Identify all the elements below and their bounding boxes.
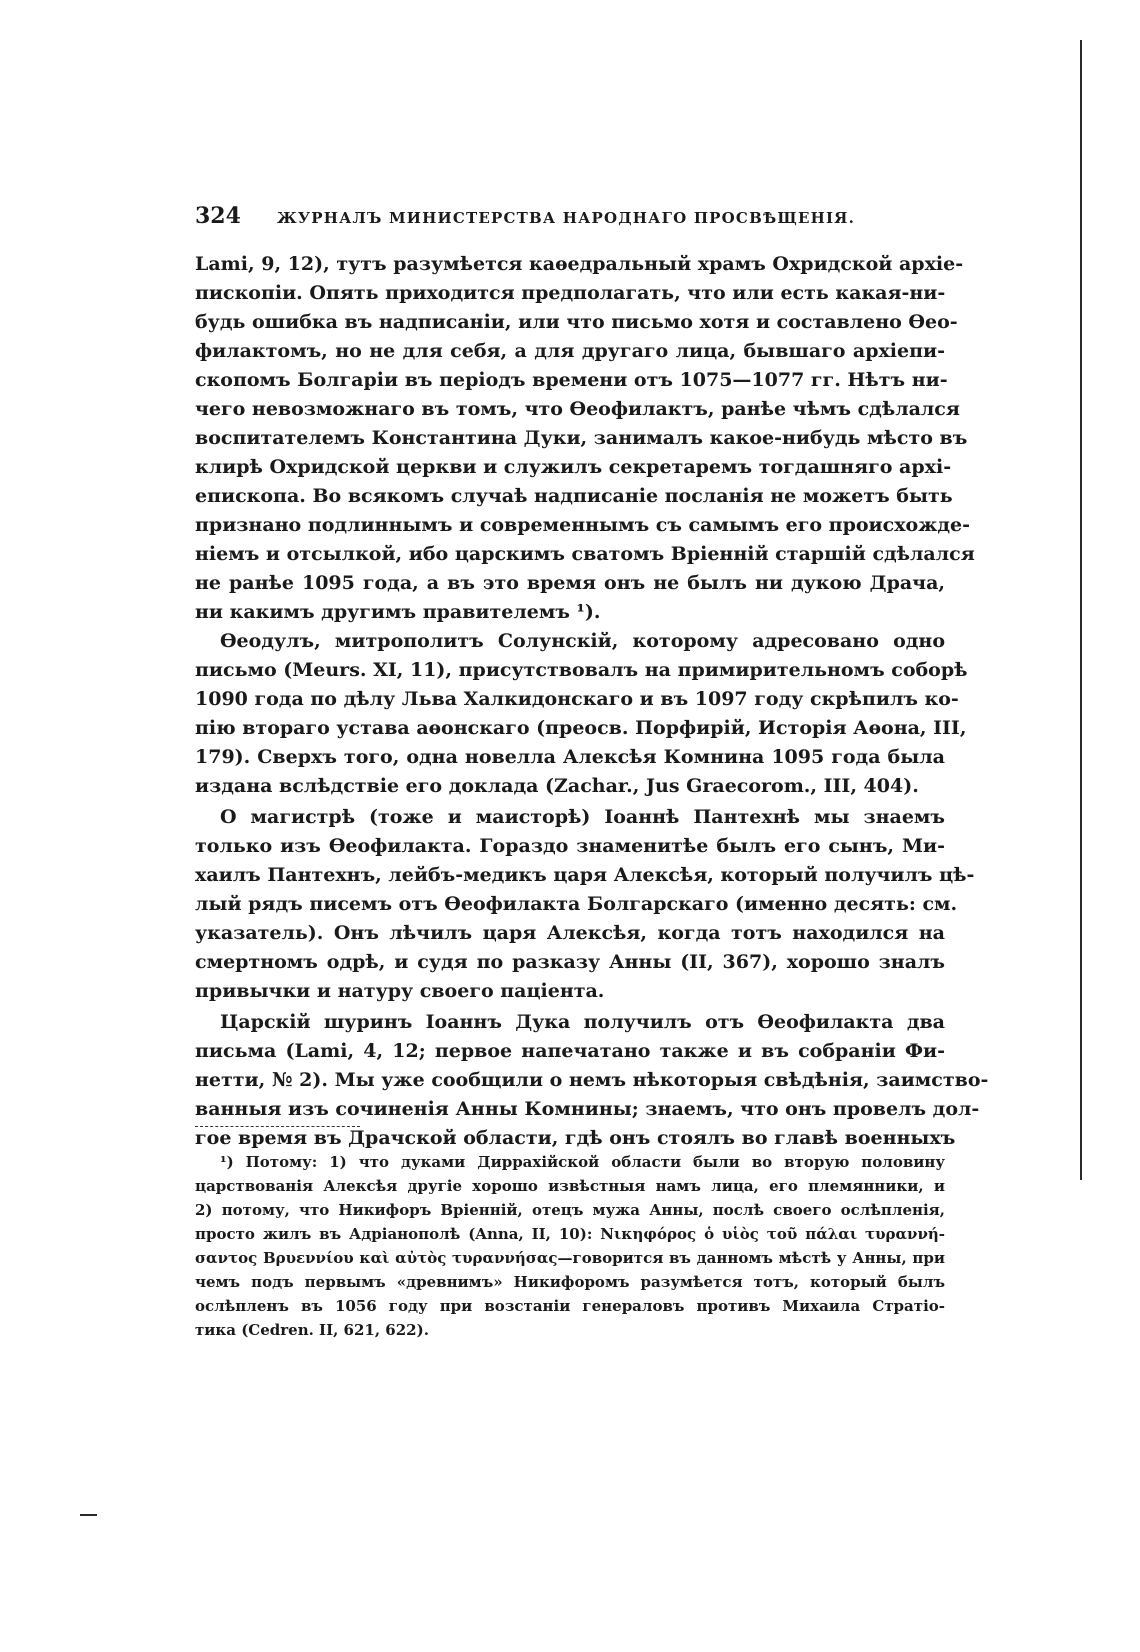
paragraph-start-line: Царскій шуринъ Іоаннъ Дука получилъ отъ Ѳеофилакта два — [220, 1011, 945, 1033]
text-line: скопомъ Болгаріи въ періодъ времени отъ 1075—1077 гг. Нѣтъ ни- — [195, 369, 948, 391]
text-line: воспитателемъ Константина Дуки, занималъ какое-нибудь мѣсто въ — [195, 427, 968, 449]
text-line: письмо (Meurs. XI, 11), присутствовалъ на примирительномъ соборѣ — [195, 659, 968, 681]
footnote-line: 2) потому, что Никифоръ Вріенній, отецъ мужа Анны, послѣ своего ослѣпленія, — [195, 1201, 945, 1219]
text-line: ніемъ и отсылкой, ибо царскимъ сватомъ Вріенній старшій сдѣлался — [195, 543, 975, 565]
text-line: будь ошибка въ надписаніи, или что письмо хотя и составлено Ѳео- — [195, 311, 958, 333]
text-line: хаилъ Пантехнъ, лейбъ-медикъ царя Алексѣя, который получилъ цѣ- — [195, 864, 975, 886]
text-line: указатель). Онъ лѣчилъ царя Алексѣя, когда тотъ находился на — [195, 922, 945, 944]
text-line: 179). Сверхъ того, одна новелла Алексѣя Комнина 1095 года была — [195, 746, 945, 768]
text-line: Lami, 9, 12), тутъ разумѣется каѳедральный храмъ Охридской архіе- — [195, 253, 964, 275]
text-line: чего невозможнаго въ томъ, что Ѳеофилактъ, ранѣе чѣмъ сдѣлался — [195, 398, 960, 420]
text-line: гое время въ Драчской области, гдѣ онъ стоялъ во главѣ военныхъ — [195, 1127, 956, 1149]
text-line: не ранѣе 1095 года, а въ это время онъ не былъ ни дукою Драча, — [195, 572, 945, 594]
footnote-line: ослѣпленъ въ 1056 году при возстаніи генераловъ противъ Михаила Стратіо- — [195, 1297, 945, 1315]
text-line: 1090 года по дѣлу Льва Халкидонскаго и въ 1097 году скрѣпилъ ко- — [195, 688, 959, 710]
text-line: пію втораго устава аѳонскаго (преосв. Порфирій, Исторія Аѳона, III, — [195, 717, 967, 739]
text-line: филактомъ, но не для себя, а для другаго лица, бывшаго архіепи- — [195, 340, 945, 362]
paragraph-start-line: О магистрѣ (тоже и маисторѣ) Іоаннѣ Пантехнѣ мы знаемъ — [220, 806, 945, 828]
page-header — [195, 203, 1035, 237]
page-number: 324 — [195, 203, 241, 229]
text-line: издана вслѣдствіе его доклада (Zachar., Jus Graecorom., III, 404). — [195, 775, 919, 797]
text-line: ванныя изъ сочиненія Анны Комнины; знаемъ, что онъ провелъ дол- — [195, 1098, 980, 1120]
running-title: ЖУРНАЛЪ МИНИСТЕРСТВА НАРОДНАГО ПРОСВѢЩЕНІЯ. — [277, 209, 856, 227]
text-line: привычки и натуру своего паціента. — [195, 980, 605, 1002]
text-line: пископіи. Опять приходится предполагать, что или есть какая-ни- — [195, 282, 946, 304]
text-line: признано подлиннымъ и современнымъ съ самымъ его происхожде- — [195, 514, 971, 536]
text-line: смертномъ одрѣ, и судя по разказу Анны (II, 367), хорошо зналъ — [195, 951, 945, 973]
text-line: только изъ Ѳеофилакта. Гораздо знаменитѣе былъ его сынъ, Ми- — [195, 835, 945, 857]
footnote-line: чемъ подъ первымъ «древнимъ» Никифоромъ разумѣется тотъ, который былъ — [195, 1273, 945, 1291]
text-line: письма (Lami, 4, 12; первое напечатано также и въ собраніи Фи- — [195, 1040, 945, 1062]
footnote-line: σαντος Βρυεννίου καὶ αὐτὸς τυραννήσας—говорится въ данномъ мѣстѣ у Анны, при — [195, 1249, 945, 1267]
footnote-line: ¹) Потому: 1) что дуками Диррахійской области были во вторую половину — [220, 1153, 945, 1171]
text-line: епископа. Во всякомъ случаѣ надписаніе посланія не можетъ быть — [195, 485, 953, 507]
page-edge-rule — [1080, 40, 1082, 1180]
footnote-separator — [195, 1126, 360, 1128]
margin-mark — [80, 1514, 97, 1516]
paragraph-start-line: Ѳеодулъ, митрополитъ Солунскій, которому адресовано одно — [220, 630, 945, 652]
text-line: ни какимъ другимъ правителемъ ¹). — [195, 601, 601, 623]
text-line: нетти, № 2). Мы уже сообщили о немъ нѣкоторыя свѣдѣнія, заимство- — [195, 1069, 989, 1091]
text-line: лый рядъ писемъ отъ Ѳеофилакта Болгарскаго (именно десять: см. — [195, 893, 958, 915]
footnote-line: тика (Cedren. II, 621, 622). — [195, 1321, 429, 1339]
footnote-line: просто жилъ въ Адріанополѣ (Anna, II, 10): Νικηφόρος ὁ υἱὸς τοῦ πάλαι τυραννή- — [195, 1225, 945, 1243]
text-line: клирѣ Охридской церкви и служилъ секретаремъ тогдашняго архі- — [195, 456, 952, 478]
footnote-line: царствованія Алексѣя другіе хорошо извѣстныя намъ лица, его племянники, и — [195, 1177, 945, 1195]
